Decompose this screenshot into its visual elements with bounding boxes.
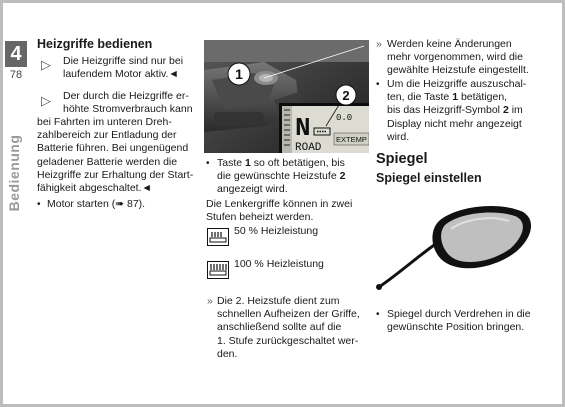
step-adjust-mirror xyxy=(387,308,531,334)
bullet-icon: • xyxy=(376,79,380,90)
bullet-icon: • xyxy=(206,158,210,169)
step-ref-2: 2 xyxy=(502,104,509,117)
section-heading-mirror: Spiegel xyxy=(376,151,428,167)
note-triangle-icon: ▷ xyxy=(41,57,51,72)
step-text: Taste xyxy=(217,157,246,169)
step-text: Display nicht mehr angezeigt xyxy=(387,117,522,130)
display-gear: N xyxy=(295,113,311,143)
note-line: anschließend sollte auf die xyxy=(217,321,342,334)
display-mode: ROAD xyxy=(295,142,322,153)
note-2-line: höhte Stromverbrauch kann xyxy=(63,103,193,116)
step-ref-1: 1 xyxy=(245,157,251,169)
step-press-button xyxy=(217,157,345,197)
note-2-line: Der durch die Heizgriffe er- xyxy=(63,90,189,102)
step-text: ten, die Taste xyxy=(387,91,453,104)
note-line: Werden keine Änderungen xyxy=(387,38,512,50)
step-start-engine: Motor starten (➠ 87). xyxy=(47,198,146,210)
heat-level-50-icon xyxy=(207,228,229,246)
note-1 xyxy=(63,55,183,81)
note-line: gewählte Heizstufe eingestellt. xyxy=(387,64,529,77)
note-line: den. xyxy=(217,347,238,360)
step-text: so oft betätigen, bis xyxy=(250,157,345,169)
callout-2: 2 xyxy=(342,88,350,103)
note-2-indented xyxy=(63,90,193,116)
handlebar-figure xyxy=(204,40,369,153)
note-line: schnellen Aufheizen der Griffe, xyxy=(217,308,360,321)
heating-levels-paragraph xyxy=(206,198,352,224)
display-digits: 0.0 xyxy=(336,113,353,123)
note-2-line: fähigkeit abgeschaltet.◄ xyxy=(37,182,152,195)
step-ref-1: 1 xyxy=(452,91,459,104)
heat-level-50-label: 50 % Heizleistung xyxy=(234,225,319,237)
paragraph-line: Stufen beheizt werden. xyxy=(206,211,314,224)
note-triangle-icon: ▷ xyxy=(41,93,51,108)
note-1-line: Die Heizgriffe sind nur bei xyxy=(63,55,184,67)
note-line: Die 2. Heizstufe dient zum xyxy=(217,295,340,307)
note-2-line: Heizgriffe zur Erhaltung der Start- xyxy=(37,168,194,181)
note-1-line: laufendem Motor aktiv.◄ xyxy=(63,68,179,81)
note-line: mehr vorgenommen, wird die xyxy=(387,51,523,64)
step-text: betätigen, xyxy=(458,91,508,104)
step-text: bis das Heizgriff-Symbol xyxy=(387,104,503,117)
step-text: gewünschte Position bringen. xyxy=(387,321,525,334)
note-2-line: geladener Batterie werden die xyxy=(37,155,178,168)
chapter-number: 4 xyxy=(5,41,27,67)
callout-1: 1 xyxy=(235,66,243,82)
subsection-heading-mirror: Spiegel einstellen xyxy=(376,171,482,185)
handlebar-photo xyxy=(204,40,369,153)
note-2-line: bei Fahrten im unteren Dreh- xyxy=(37,116,172,128)
step-text: wird. xyxy=(387,130,410,143)
note-2-line: Batterie führen. Bei ungenügend xyxy=(37,142,189,155)
note-2-body xyxy=(37,116,193,195)
step-ref-2: 2 xyxy=(339,170,346,183)
step-text: Um die Heizgriffe auszuschal- xyxy=(387,78,527,90)
display-label: EXTEMP xyxy=(336,135,367,144)
sub-note-arrow: » xyxy=(376,38,382,50)
chapter-label xyxy=(7,133,21,213)
page-number: 78 xyxy=(9,69,23,81)
heat-level-100-label: 100 % Heizleistung xyxy=(234,258,324,270)
bullet-icon: • xyxy=(376,309,380,320)
step-text: Spiegel durch Verdrehen in die xyxy=(387,308,531,320)
bullet-icon: • xyxy=(37,199,41,210)
step-switch-off xyxy=(387,78,526,144)
second-level-note xyxy=(217,295,360,361)
step-text: angezeigt wird. xyxy=(217,183,288,196)
step-text: die gewünschte Heizstufe xyxy=(217,170,340,183)
paragraph-line: Die Lenkergriffe können in zwei xyxy=(206,198,353,210)
no-change-note xyxy=(387,38,529,78)
section-heading: Heizgriffe bedienen xyxy=(37,37,153,51)
heat-level-100-icon xyxy=(207,261,229,279)
mirror-illustration xyxy=(375,203,540,298)
step-text: im xyxy=(508,104,523,117)
note-2-line: zahlbereich zur Entladung der xyxy=(37,129,177,142)
note-line: 1. Stufe zurückgeschaltet wer- xyxy=(217,334,359,347)
manual-page xyxy=(3,3,562,404)
sub-note-arrow: » xyxy=(207,295,213,307)
chapter-label-text: Bedienung xyxy=(6,134,22,212)
